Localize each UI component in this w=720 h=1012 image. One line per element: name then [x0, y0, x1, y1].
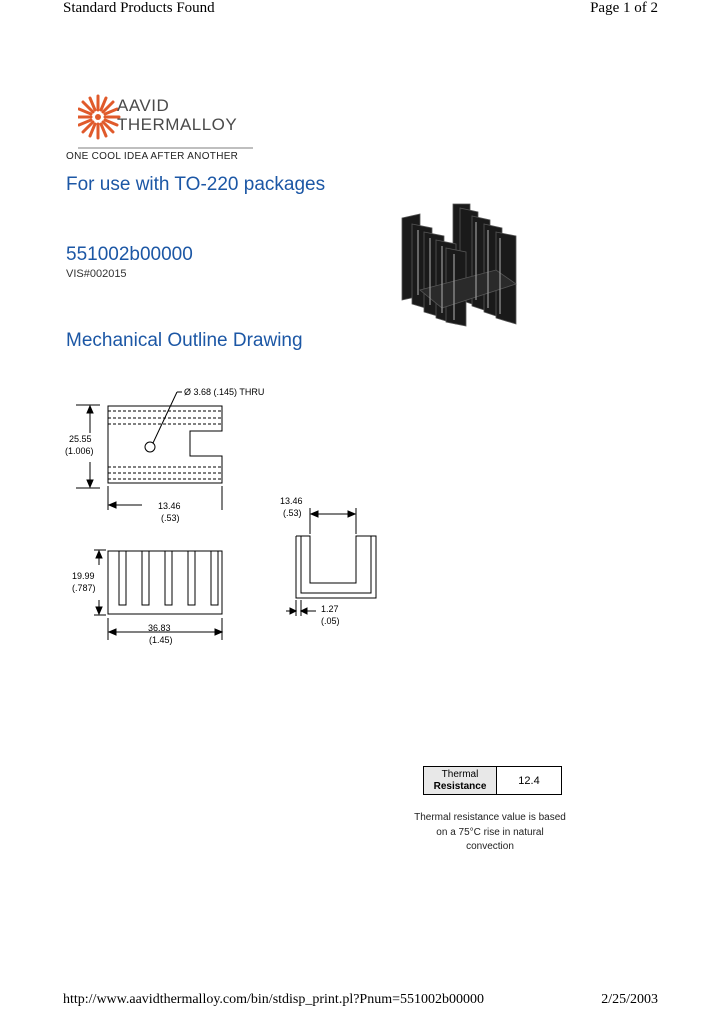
label-end-width-mm: 13.46: [280, 496, 303, 506]
sunburst-icon: [78, 96, 119, 138]
label-end-width-in: (.53): [283, 508, 302, 518]
end-view: [286, 508, 376, 616]
vis-number: VIS#002015: [66, 268, 127, 280]
thermal-value: 12.4: [497, 767, 562, 795]
mechanical-drawing: [62, 378, 392, 658]
label-width-top-in: (.53): [161, 513, 180, 523]
top-view: [76, 392, 222, 510]
label-height-in: (1.006): [65, 446, 94, 456]
product-subtitle: For use with TO-220 packages: [66, 174, 326, 195]
label-height-mm: 25.55: [69, 434, 92, 444]
brand-name-line2: THERMALLOY: [117, 115, 238, 134]
label-fin-height-mm: 19.99: [72, 571, 95, 581]
thermal-label-line1: Thermal: [441, 768, 479, 780]
part-number: 551002b00000: [66, 244, 193, 265]
label-thickness-mm: 1.27: [321, 604, 339, 614]
label-hole: Ø 3.68 (.145) THRU: [184, 387, 265, 397]
label-length-mm: 36.83: [148, 623, 171, 633]
thermal-note-line3: convection: [466, 841, 514, 852]
header-title: Standard Products Found: [63, 0, 215, 16]
brand-tagline: ONE COOL IDEA AFTER ANOTHER: [66, 151, 239, 162]
footer-url[interactable]: http://www.aavidthermalloy.com/bin/stdisp_print.pl?Pnum=551002b00000: [63, 992, 484, 1007]
label-thickness-in: (.05): [321, 616, 340, 626]
thermal-label-line2: Resistance: [433, 780, 487, 792]
brand-name: [117, 96, 237, 134]
thermal-note-line2: on a 75°C rise in natural: [436, 826, 544, 838]
thermal-note-line1: Thermal resistance value is based: [414, 812, 566, 823]
drawing-heading: Mechanical Outline Drawing: [66, 330, 303, 351]
heatsink-photo: [398, 200, 530, 328]
thermal-note: [395, 811, 585, 855]
thermal-label-cell: [424, 767, 497, 795]
label-fin-height-in: (.787): [72, 583, 96, 593]
thermal-table: [423, 766, 562, 795]
footer-date: 2/25/2003: [601, 992, 658, 1007]
label-length-in: (1.45): [149, 635, 173, 645]
label-width-top-mm: 13.46: [158, 501, 181, 511]
brand-name-line1: AAVID: [117, 96, 170, 115]
page-indicator: Page 1 of 2: [590, 0, 658, 16]
